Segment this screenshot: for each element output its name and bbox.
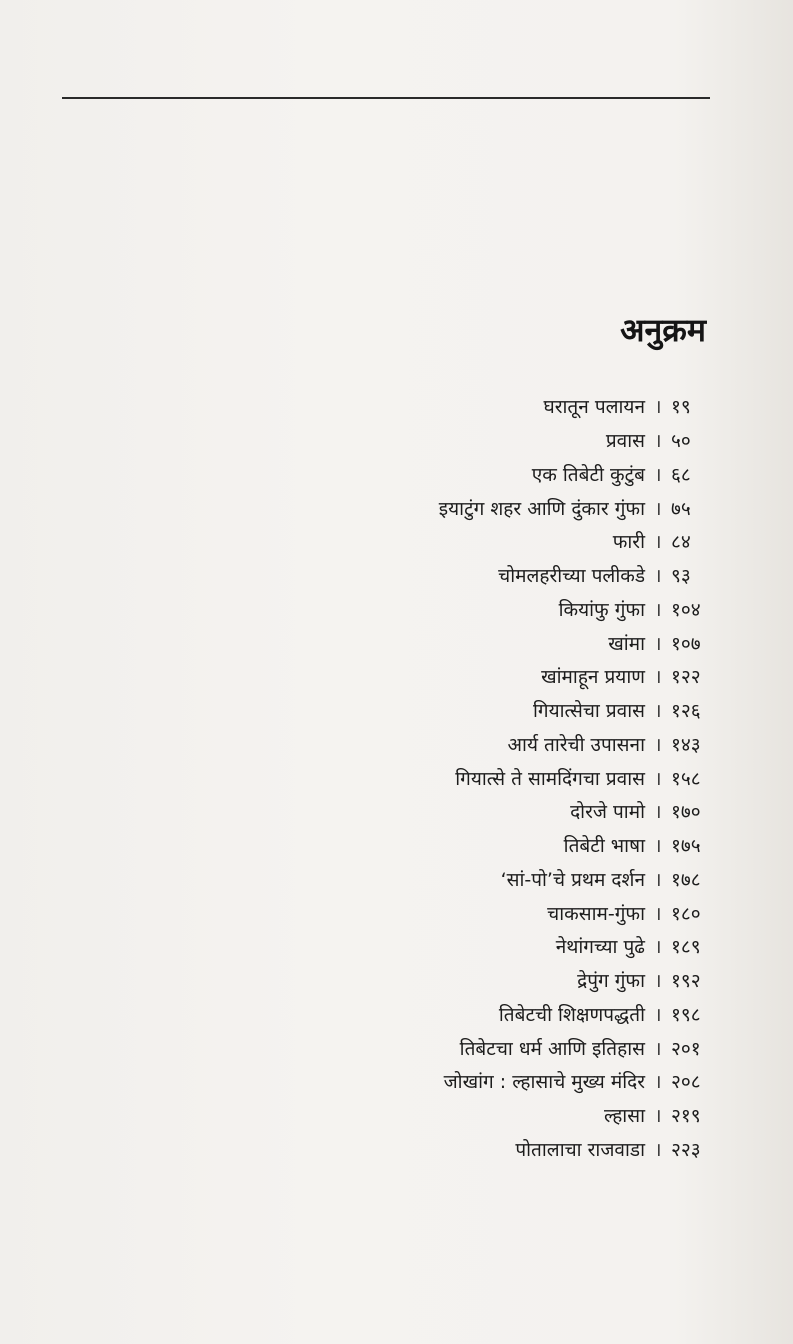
toc-separator: । <box>654 1071 662 1094</box>
toc-entry-title: दोरजे पामो <box>570 801 645 824</box>
toc-page-number: १४३ <box>671 733 701 756</box>
toc-entry <box>255 897 735 931</box>
toc-entry <box>255 459 735 493</box>
toc-entry <box>255 1100 735 1134</box>
toc-entry-title: तिबेटची शिक्षणपद्धती <box>498 1003 645 1026</box>
toc-page-number: १८० <box>671 902 701 925</box>
contents-heading: अनुक्रम <box>620 311 706 349</box>
toc-separator: । <box>654 666 662 689</box>
toc-page-number: ५० <box>671 430 691 453</box>
toc-page-number: १९८ <box>671 1003 701 1026</box>
toc-page-number: १२६ <box>671 700 701 723</box>
toc-entry <box>255 594 735 628</box>
toc-entry-title: पोतालाचा राजवाडा <box>515 1138 645 1161</box>
toc-entry <box>255 425 735 459</box>
toc-entry <box>255 695 735 729</box>
toc-separator: । <box>654 936 662 959</box>
table-of-contents <box>255 391 735 1167</box>
toc-entry <box>255 931 735 965</box>
toc-entry-title: गियात्सेचा प्रवास <box>532 700 645 723</box>
toc-page-number: ६८ <box>671 463 691 486</box>
toc-entry-title: एक तिबेटी कुटुंब <box>531 463 645 486</box>
toc-separator: । <box>654 835 662 858</box>
toc-page-number: ७५ <box>671 497 691 520</box>
toc-entry <box>255 492 735 526</box>
toc-separator: । <box>654 430 662 453</box>
toc-entry <box>255 1134 735 1168</box>
toc-entry <box>255 1032 735 1066</box>
toc-separator: । <box>654 700 662 723</box>
toc-page-number: २०१ <box>671 1037 701 1060</box>
toc-entry <box>255 560 735 594</box>
toc-entry-title: ‘सां-पो’चे प्रथम दर्शन <box>500 868 645 891</box>
toc-separator: । <box>654 1037 662 1060</box>
toc-separator: । <box>654 733 662 756</box>
toc-separator: । <box>654 396 662 419</box>
toc-entry <box>255 864 735 898</box>
toc-entry-title: चाकसाम-गुंफा <box>547 902 645 925</box>
toc-entry-title: प्रवास <box>605 430 645 453</box>
toc-separator: । <box>654 463 662 486</box>
toc-entry <box>255 1066 735 1100</box>
toc-entry-title: द्रेपुंग गुंफा <box>577 970 645 993</box>
toc-entry-title: खांमा <box>608 632 645 655</box>
toc-separator: । <box>654 565 662 588</box>
toc-separator: । <box>654 767 662 790</box>
toc-entry-title: खांमाहून प्रयाण <box>541 666 645 689</box>
toc-entry <box>255 965 735 999</box>
toc-page-number: २२३ <box>671 1138 701 1161</box>
toc-separator: । <box>654 1003 662 1026</box>
toc-separator: । <box>654 1138 662 1161</box>
toc-page-number: १०४ <box>671 598 701 621</box>
toc-entry-title: ल्हासा <box>604 1105 645 1128</box>
toc-page-number: १७५ <box>671 835 701 858</box>
toc-separator: । <box>654 970 662 993</box>
toc-entry-title: इयाटुंग शहर आणि दुंकार गुंफा <box>438 497 645 520</box>
toc-separator: । <box>654 531 662 554</box>
toc-entry-title: आर्य तारेची उपासना <box>507 733 645 756</box>
toc-page-number: १०७ <box>671 632 701 655</box>
toc-entry-title: चोमलहरीच्या पलीकडे <box>498 565 645 588</box>
toc-page-number: १७० <box>671 801 701 824</box>
toc-entry <box>255 627 735 661</box>
toc-entry <box>255 762 735 796</box>
toc-entry-title: नेथांगच्या पुढे <box>555 936 645 959</box>
toc-separator: । <box>654 902 662 925</box>
toc-entry-title: कियांफु गुंफा <box>558 598 645 621</box>
toc-entry-title: फारी <box>612 531 645 554</box>
toc-entry-title: घरातून पलायन <box>543 396 645 419</box>
toc-separator: । <box>654 801 662 824</box>
toc-entry-title: गियात्से ते सामदिंगचा प्रवास <box>455 767 645 790</box>
toc-page-number: २१९ <box>671 1105 701 1128</box>
toc-page-number: १२२ <box>671 666 701 689</box>
toc-entry-title: जोखांग : ल्हासाचे मुख्य मंदिर <box>443 1071 645 1094</box>
toc-separator: । <box>654 1105 662 1128</box>
toc-separator: । <box>654 632 662 655</box>
header-rule <box>62 97 710 99</box>
toc-entry <box>255 999 735 1033</box>
toc-entry <box>255 729 735 763</box>
toc-page-number: २०८ <box>671 1071 701 1094</box>
toc-page-number: १८९ <box>671 936 701 959</box>
toc-entry-title: तिबेटी भाषा <box>563 835 645 858</box>
toc-page-number: ९३ <box>671 565 691 588</box>
toc-page-number: १९ <box>671 396 691 419</box>
toc-entry-title: तिबेटचा धर्म आणि इतिहास <box>459 1037 645 1060</box>
toc-entry <box>255 661 735 695</box>
toc-entry <box>255 526 735 560</box>
toc-separator: । <box>654 598 662 621</box>
toc-page-number: ८४ <box>671 531 691 554</box>
toc-entry <box>255 830 735 864</box>
toc-page-number: १५८ <box>671 767 701 790</box>
toc-entry <box>255 391 735 425</box>
toc-page-number: १७८ <box>671 868 701 891</box>
toc-entry <box>255 796 735 830</box>
toc-page-number: १९२ <box>671 970 701 993</box>
toc-separator: । <box>654 868 662 891</box>
toc-separator: । <box>654 497 662 520</box>
